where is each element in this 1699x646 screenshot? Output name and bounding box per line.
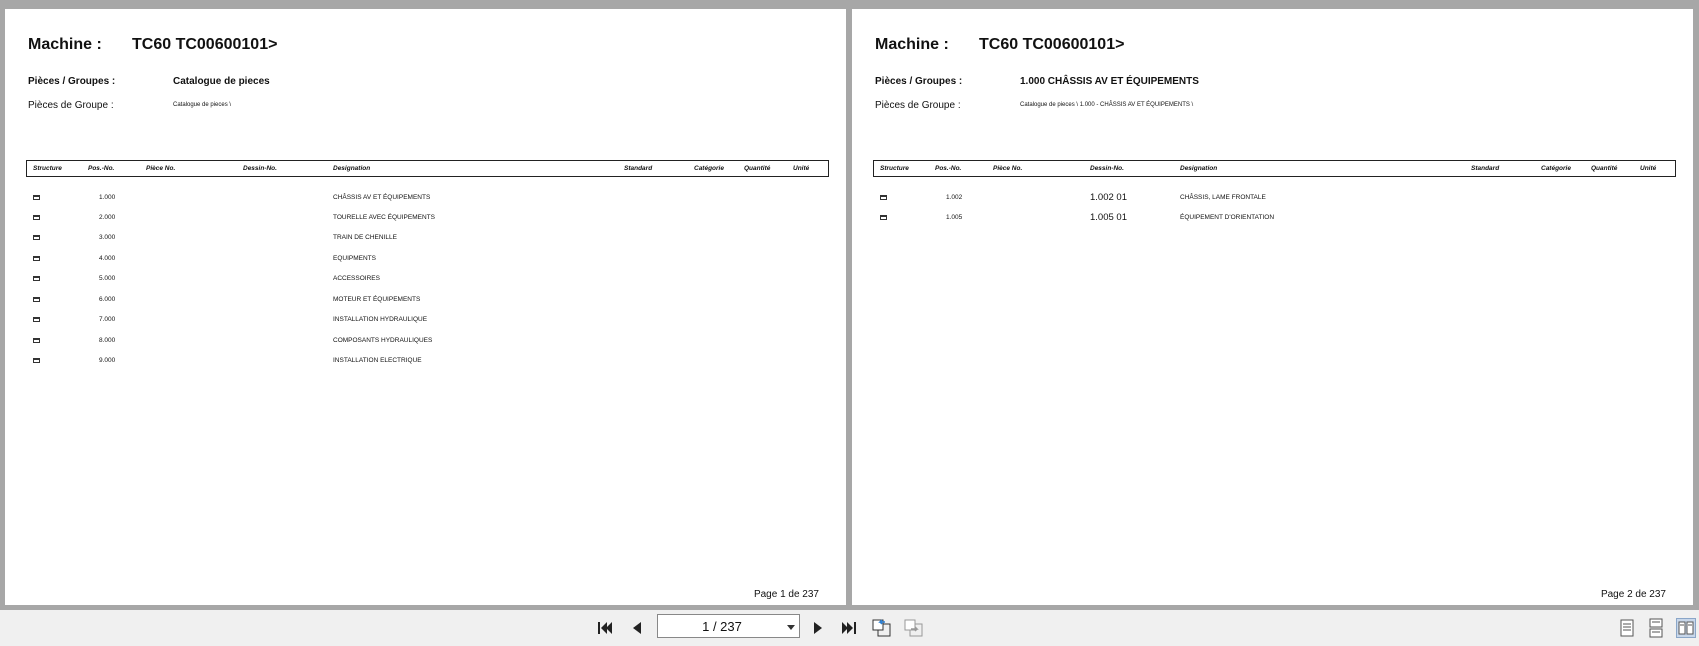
folder-icon [880, 195, 887, 200]
col-header-structure: Structure [33, 165, 62, 172]
pos-cell: 1.005 [946, 214, 963, 221]
designation-link[interactable]: TRAIN DE CHENILLE [333, 234, 397, 241]
col-header-designation: Designation [333, 165, 371, 172]
designation-link[interactable]: CHÂSSIS AV ET ÉQUIPEMENTS [333, 194, 431, 201]
machine-label: Machine : [875, 36, 949, 53]
designation-link[interactable]: MOTEUR ET ÉQUIPEMENTS [333, 296, 421, 303]
table-row[interactable] [5, 316, 846, 336]
col-header-categorie: Catégorie [694, 165, 724, 172]
continuous-view-icon[interactable] [1646, 618, 1666, 638]
table-row[interactable] [5, 357, 846, 377]
col-header-unite: Unité [1640, 165, 1657, 172]
col-header-standard: Standard [1471, 165, 1500, 172]
single-page-view-icon[interactable] [1617, 618, 1637, 638]
folder-icon [33, 256, 40, 261]
col-header-quantite: Quantité [1591, 165, 1618, 172]
back-view-icon[interactable] [871, 617, 893, 639]
document-page-1 [5, 9, 846, 605]
pos-cell: 2.000 [99, 214, 116, 221]
designation-link[interactable]: CHÂSSIS, LAME FRONTALE [1180, 194, 1266, 201]
table-row[interactable] [5, 214, 846, 234]
folder-icon [33, 297, 40, 302]
col-header-categorie: Catégorie [1541, 165, 1571, 172]
groups-label: Pièces / Groupes : [28, 76, 116, 87]
pos-cell: 7.000 [99, 316, 116, 323]
col-header-structure: Structure [880, 165, 909, 172]
col-header-pos: Pos.-No. [88, 165, 115, 172]
folder-icon [33, 195, 40, 200]
machine-value: TC60 TC00600101> [979, 36, 1125, 53]
part-group-label: Pièces de Groupe : [28, 100, 114, 111]
table-row[interactable] [5, 296, 846, 316]
pos-cell: 1.000 [99, 194, 116, 201]
machine-label: Machine : [28, 36, 102, 53]
dessin-cell: 1.002 01 [1090, 192, 1127, 203]
designation-link[interactable]: ÉQUIPEMENT D'ORIENTATION [1180, 214, 1275, 221]
document-page-2 [852, 9, 1693, 605]
folder-icon [33, 338, 40, 343]
designation-link[interactable]: EQUIPMENTS [333, 255, 376, 262]
col-header-dessin: Dessin-No. [243, 165, 277, 172]
folder-icon [33, 215, 40, 220]
designation-link[interactable]: COMPOSANTS HYDRAULIQUES [333, 337, 433, 344]
page-number: Page 2 de 237 [1600, 589, 1666, 600]
designation-link[interactable]: TOURELLE AVEC ÉQUIPEMENTS [333, 214, 435, 221]
page-indicator: 1 / 237 [702, 619, 742, 634]
col-header-pos: Pos.-No. [935, 165, 962, 172]
col-header-standard: Standard [624, 165, 653, 172]
part-group-label: Pièces de Groupe : [875, 100, 961, 111]
folder-icon [33, 235, 40, 240]
groups-value: Catalogue de pieces [173, 76, 270, 87]
page-number-select[interactable] [657, 614, 800, 638]
groups-value: 1.000 CHÂSSIS AV ET ÉQUIPEMENTS [1020, 76, 1199, 87]
machine-value: TC60 TC00600101> [132, 36, 278, 53]
table-row[interactable] [852, 214, 1693, 234]
pos-cell: 1.002 [946, 194, 963, 201]
dessin-cell: 1.005 01 [1090, 212, 1127, 223]
pos-cell: 8.000 [99, 337, 116, 344]
table-header [873, 160, 1676, 177]
forward-view-icon[interactable] [903, 617, 925, 639]
pos-cell: 3.000 [99, 234, 116, 241]
folder-icon [33, 276, 40, 281]
designation-link[interactable]: INSTALLATION ELECTRIQUE [333, 357, 422, 364]
pos-cell: 9.000 [99, 357, 116, 364]
col-header-dessin: Dessin-No. [1090, 165, 1124, 172]
pos-cell: 5.000 [99, 275, 116, 282]
first-page-icon[interactable] [594, 617, 616, 639]
part-group-path: Catalogue de pieces \ 1.000 - CHÂSSIS AV ET ÉQUIPEMENTS \ [1020, 102, 1194, 108]
pos-cell: 4.000 [99, 255, 116, 262]
table-row[interactable] [5, 275, 846, 295]
designation-link[interactable]: ACCESSOIRES [333, 275, 380, 282]
table-header [26, 160, 829, 177]
groups-label: Pièces / Groupes : [875, 76, 963, 87]
col-header-designation: Designation [1180, 165, 1218, 172]
col-header-quantite: Quantité [744, 165, 771, 172]
col-header-piece: Pièce No. [993, 165, 1023, 172]
table-row[interactable] [5, 194, 846, 214]
prev-page-icon[interactable] [626, 617, 648, 639]
next-page-icon[interactable] [807, 617, 829, 639]
col-header-piece: Pièce No. [146, 165, 176, 172]
folder-icon [33, 358, 40, 363]
table-row[interactable] [5, 255, 846, 275]
folder-icon [33, 317, 40, 322]
table-row[interactable] [5, 234, 846, 254]
viewer-toolbar [0, 610, 1699, 646]
col-header-unite: Unité [793, 165, 810, 172]
folder-icon [880, 215, 887, 220]
table-row[interactable] [5, 337, 846, 357]
pos-cell: 6.000 [99, 296, 116, 303]
part-group-path: Catalogue de pieces \ [173, 102, 232, 108]
two-page-view-icon[interactable] [1676, 618, 1696, 638]
chevron-down-icon [787, 625, 795, 630]
last-page-icon[interactable] [838, 617, 860, 639]
designation-link[interactable]: INSTALLATION HYDRAULIQUE [333, 316, 428, 323]
table-row[interactable] [852, 194, 1693, 214]
page-number: Page 1 de 237 [753, 589, 819, 600]
